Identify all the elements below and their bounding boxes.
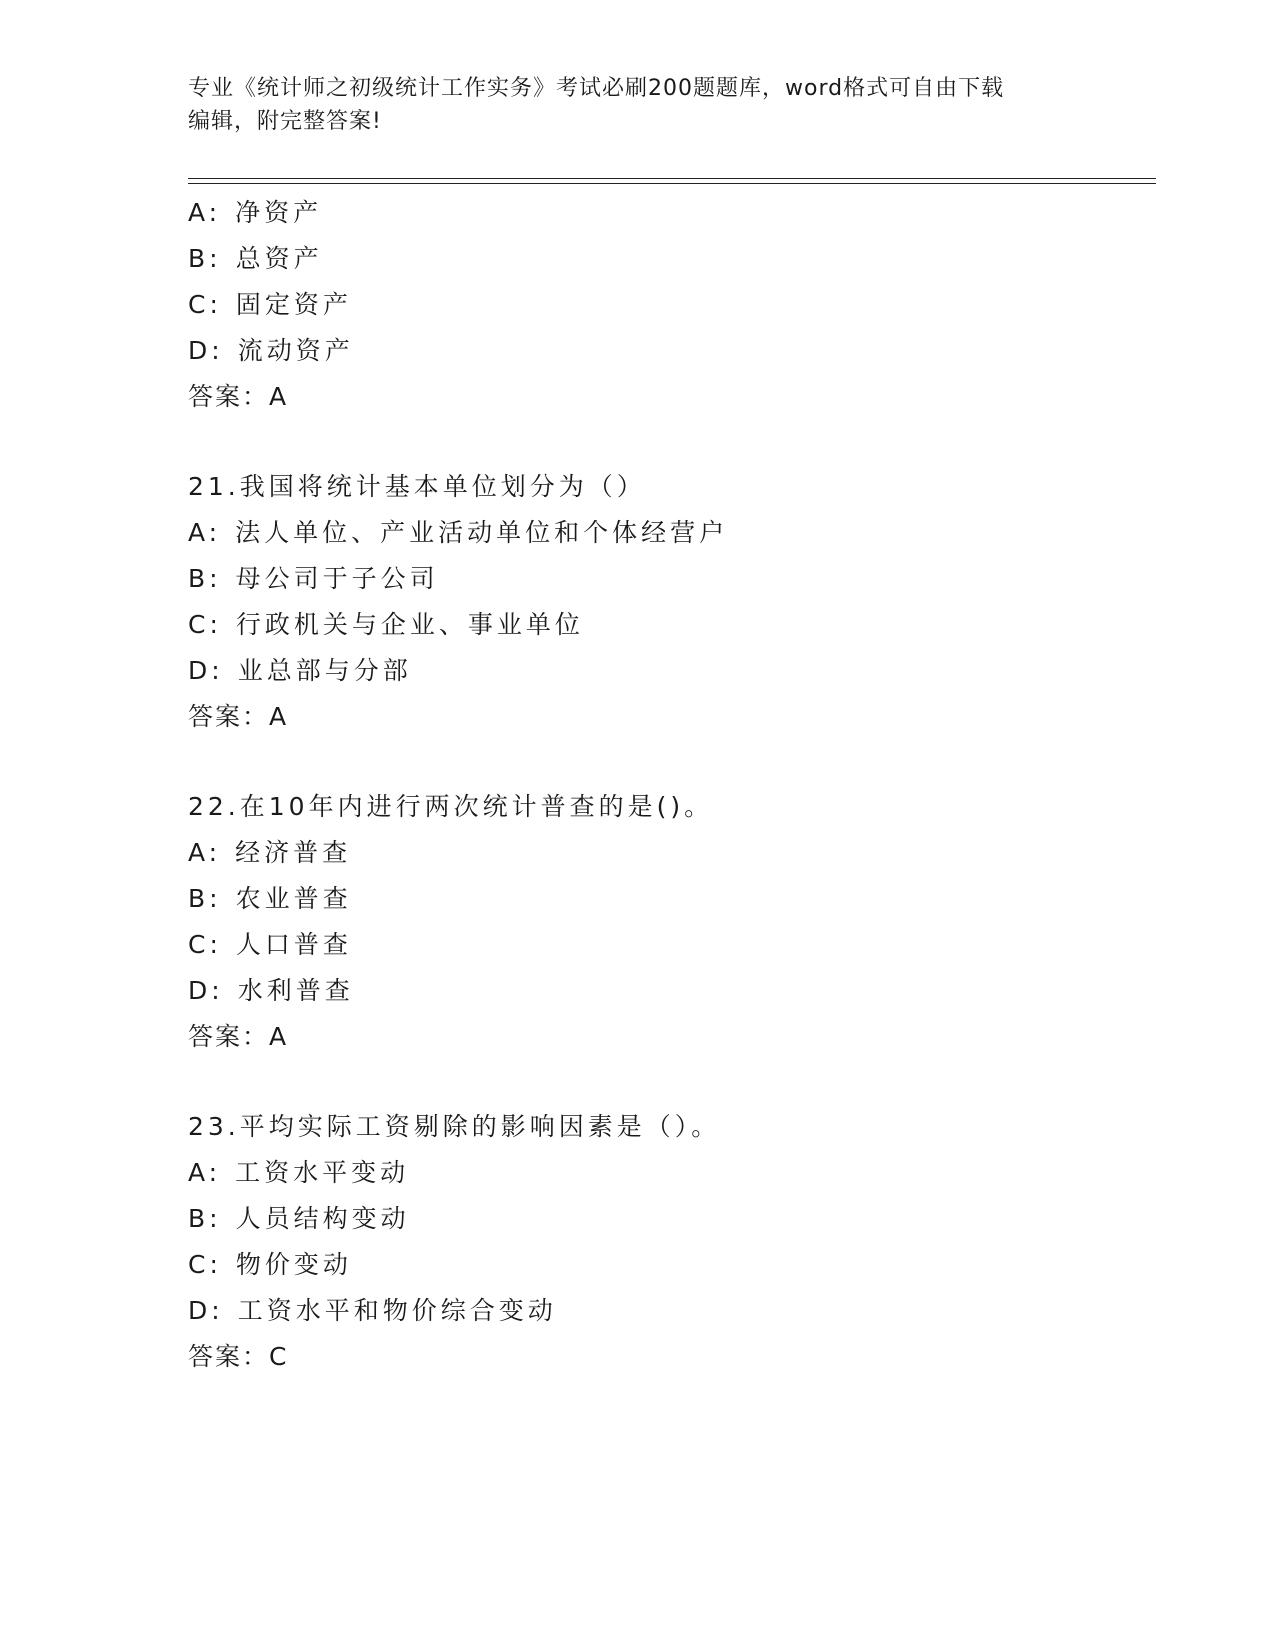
option-key: B: [188, 564, 222, 593]
option-d [188, 968, 1138, 1014]
answer-line: 答案：A [188, 702, 289, 731]
option-key: A: [188, 1158, 222, 1187]
question-list [188, 190, 1138, 1380]
option-text: 工资水平变动 [235, 1158, 410, 1187]
option-text: 净资产 [235, 198, 323, 227]
option-key: A: [188, 518, 222, 547]
option-key: D: [188, 336, 224, 365]
option-d [188, 648, 1138, 694]
option-key: C: [188, 290, 222, 319]
option-key: A: [188, 838, 222, 867]
option-text: 工资水平和物价综合变动 [237, 1296, 557, 1325]
option-b [188, 1196, 1138, 1242]
option-key: B: [188, 244, 222, 273]
header-divider-bottom [188, 183, 1156, 184]
question-block [188, 464, 1138, 740]
question-text: 22.在10年内进行两次统计普查的是()。 [188, 792, 714, 821]
option-a [188, 1150, 1138, 1196]
question-text: 23.平均实际工资剔除的影响因素是（）。 [188, 1112, 721, 1141]
option-a [188, 830, 1138, 876]
option-text: 母公司于子公司 [235, 564, 439, 593]
option-key: A: [188, 198, 222, 227]
answer-line: 答案：A [188, 1022, 289, 1051]
option-key: C: [188, 930, 222, 959]
option-a [188, 190, 1138, 236]
answer-line: 答案：C [188, 1342, 289, 1371]
option-text: 农业普查 [235, 884, 352, 913]
option-c [188, 282, 1138, 328]
question-block [188, 784, 1138, 1060]
option-text: 总资产 [235, 244, 323, 273]
question-block [188, 1104, 1138, 1380]
option-key: D: [188, 976, 224, 1005]
option-key: C: [188, 1250, 222, 1279]
option-text: 人员结构变动 [235, 1204, 410, 1233]
option-c [188, 602, 1138, 648]
option-text: 行政机关与企业、事业单位 [235, 610, 584, 639]
header-line-2: 编辑，附完整答案! [188, 109, 382, 134]
option-key: C: [188, 610, 222, 639]
header-divider-top [188, 178, 1156, 179]
option-key: D: [188, 1296, 224, 1325]
option-text: 业总部与分部 [237, 656, 412, 685]
document-header [188, 72, 1088, 138]
question-text: 21.我国将统计基本单位划分为（） [188, 472, 646, 501]
option-c [188, 922, 1138, 968]
header-line-1: 专业《统计师之初级统计工作实务》考试必刷200题题库，word格式可自由下载 [188, 76, 1005, 101]
option-d [188, 1288, 1138, 1334]
option-key: D: [188, 656, 224, 685]
option-b [188, 556, 1138, 602]
option-text: 固定资产 [235, 290, 352, 319]
option-text: 物价变动 [235, 1250, 352, 1279]
option-text: 水利普查 [237, 976, 354, 1005]
option-b [188, 236, 1138, 282]
option-key: B: [188, 1204, 222, 1233]
option-a [188, 510, 1138, 556]
option-text: 经济普查 [235, 838, 352, 867]
option-key: B: [188, 884, 222, 913]
option-d [188, 328, 1138, 374]
answer-line: 答案：A [188, 382, 289, 411]
option-text: 法人单位、产业活动单位和个体经营户 [235, 518, 729, 547]
option-text: 流动资产 [237, 336, 354, 365]
option-text: 人口普查 [235, 930, 352, 959]
question-block [188, 190, 1138, 420]
option-c [188, 1242, 1138, 1288]
option-b [188, 876, 1138, 922]
